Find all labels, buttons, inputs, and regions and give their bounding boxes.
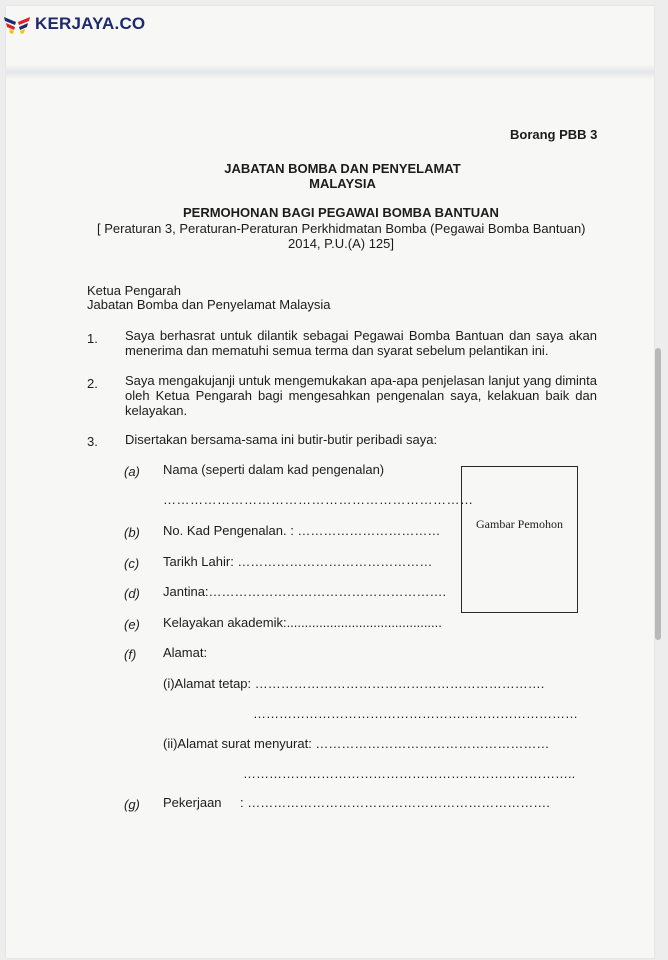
paragraph-number: 1.: [87, 331, 98, 346]
item-letter: (d): [124, 586, 140, 601]
item-letter: (g): [124, 797, 140, 812]
item-letter: (b): [124, 525, 140, 540]
item-letter: (e): [124, 617, 140, 632]
addressee-title: Ketua Pengarah: [87, 283, 181, 298]
paragraph-text: Disertakan bersama-sama ini butir-butir peribadi saya:: [125, 432, 438, 447]
scrollbar-thumb[interactable]: [655, 348, 661, 640]
item-letter: (c): [124, 556, 140, 571]
paragraph-text: Saya berhasrat untuk dilantik sebagai Pegawai Bomba Bantuan dan saya akan menerima dan mematuhi semua terma dan syarat sebelum pelantikan ini.: [125, 328, 597, 358]
occupation-label: Pekerjaan: [163, 795, 222, 810]
name-label: Nama (seperti dalam kad pengenalan): [163, 462, 385, 477]
addressee-department: Jabatan Bomba dan Penyelamat Malaysia: [87, 297, 331, 312]
ic-number-field[interactable]: No. Kad Pengenalan. : ……………………………: [163, 523, 441, 538]
scan-artifact: [6, 64, 654, 80]
qualification-field[interactable]: Kelayakan akademik:...........................................: [163, 615, 442, 630]
paragraph-text: Saya mengakujanji untuk mengemukakan apa-apa penjelasan lanjut yang diminta oleh Ketua Pengarah bagi mengesahkan pengenalan saya, kelakuan baik dan kelayakan.: [125, 373, 597, 418]
regulation-reference: [ Peraturan 3, Peraturan-Peraturan Perkhidmatan Bomba (Pegawai Bomba Bantuan): [97, 221, 586, 236]
department-name: JABATAN BOMBA DAN PENYELAMAT: [224, 161, 461, 176]
site-logo[interactable]: [2, 12, 145, 36]
paragraph-number: 3.: [87, 434, 98, 449]
regulation-reference-cont: 2014, P.U.(A) 125]: [288, 236, 394, 251]
wing-logo-icon: [2, 13, 32, 35]
photo-label: Gambar Pemohon: [476, 517, 563, 531]
mailing-address-field-cont[interactable]: …………………………………………………………………..: [243, 766, 576, 781]
department-country: MALAYSIA: [309, 176, 376, 191]
permanent-address-field-cont[interactable]: …………………………………………………………………: [253, 706, 578, 721]
item-letter: (f): [124, 647, 137, 662]
gender-field[interactable]: Jantina:……………………………………………….: [163, 584, 447, 599]
paragraph-number: 2.: [87, 376, 98, 391]
occupation-field[interactable]: : …………………………………………………………….: [240, 795, 550, 810]
logo-text: KERJAYA.CO: [35, 14, 146, 33]
form-title: PERMOHONAN BAGI PEGAWAI BOMBA BANTUAN: [183, 205, 499, 220]
address-label: Alamat:: [163, 645, 208, 660]
applicant-photo-box[interactable]: [461, 466, 578, 613]
birth-date-field[interactable]: Tarikh Lahir: ………………………………………: [163, 554, 433, 569]
name-field[interactable]: ……………………………………………………………: [163, 492, 474, 507]
permanent-address-field[interactable]: (i)Alamat tetap: ………………………………………………………….: [163, 676, 545, 691]
item-letter: (a): [124, 464, 140, 479]
mailing-address-field[interactable]: (ii)Alamat surat menyurat: ………………………………………………: [163, 736, 550, 751]
form-code: Borang PBB 3: [510, 127, 598, 142]
